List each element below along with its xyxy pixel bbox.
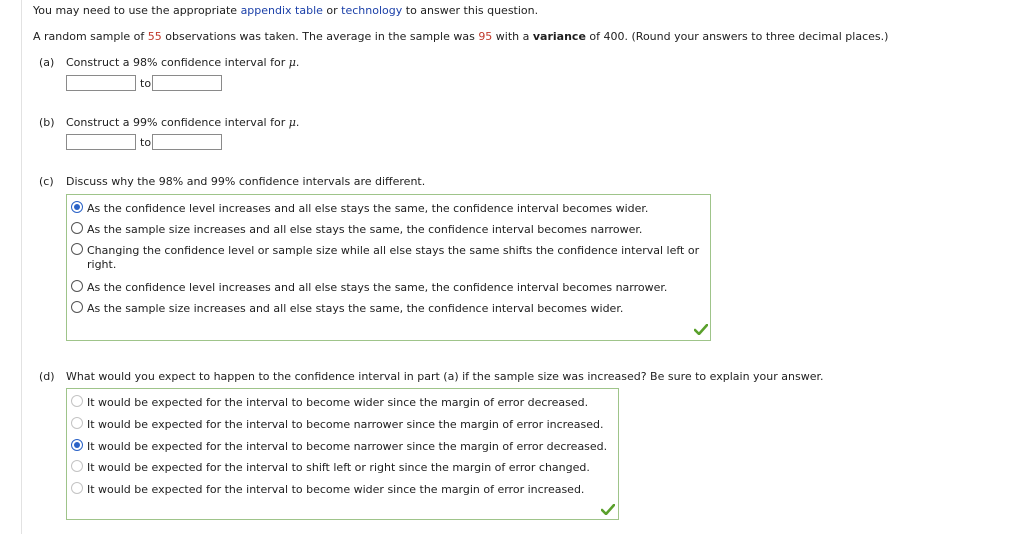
problem-t4: of 400. (Round your answers to three decimal places.) (585, 30, 889, 43)
part-c-answer-box (66, 194, 711, 341)
radio-icon[interactable] (71, 243, 83, 255)
radio-icon[interactable] (71, 482, 83, 494)
part-a-end: . (295, 56, 300, 69)
left-divider (21, 0, 22, 534)
sample-size-value: 55 (147, 30, 162, 43)
intro-text (33, 4, 538, 17)
part-b-upper-input[interactable] (152, 134, 222, 150)
option-text: It would be expected for the interval to become narrower since the margin of error increased. (87, 418, 604, 431)
option-text: As the sample size increases and all else stays the same, the confidence interval becomes narrower. (87, 223, 643, 236)
part-d-question: What would you expect to happen to the confidence interval in part (a) if the sample size was increased? Be sure to explain your answer. (66, 370, 824, 383)
radio-icon[interactable] (71, 280, 83, 292)
appendix-table-link[interactable]: appendix table (240, 4, 323, 17)
option-text: It would be expected for the interval to shift left or right since the margin of error changed. (87, 461, 590, 474)
part-b-to-label: to (140, 136, 152, 149)
correct-check-icon (694, 324, 708, 335)
part-a-text: Construct a 98% confidence interval for (66, 56, 289, 69)
part-d-answer-box (66, 388, 619, 520)
part-c-question: Discuss why the 98% and 99% confidence intervals are different. (66, 175, 426, 188)
mu-symbol: μ (288, 116, 296, 129)
variance-label: variance (532, 30, 586, 43)
option-text-continued: right. (87, 258, 117, 271)
problem-statement (33, 30, 888, 43)
part-d-option-5[interactable] (71, 482, 584, 497)
part-d-option-3[interactable] (71, 439, 607, 454)
part-b-label: (b) (39, 116, 55, 129)
technology-link[interactable]: technology (341, 4, 403, 17)
part-a-question (66, 56, 299, 69)
part-b-end: . (295, 116, 300, 129)
part-a-to-label: to (140, 77, 152, 90)
radio-icon[interactable] (71, 301, 83, 313)
part-c-option-4[interactable] (71, 280, 667, 295)
part-b-text: Construct a 99% confidence interval for (66, 116, 289, 129)
part-a-label: (a) (39, 56, 55, 69)
radio-icon[interactable] (71, 222, 83, 234)
radio-icon[interactable] (71, 460, 83, 472)
part-d-label: (d) (39, 370, 55, 383)
option-text: It would be expected for the interval to become wider since the margin of error decreased. (87, 396, 589, 409)
intro-mid: or (322, 4, 342, 17)
part-d-option-4[interactable] (71, 460, 590, 475)
problem-t1: A random sample of (33, 30, 148, 43)
sample-mean-value: 95 (478, 30, 493, 43)
intro-pre: You may need to use the appropriate (33, 4, 241, 17)
part-d-option-1[interactable] (71, 395, 588, 410)
part-b-lower-input[interactable] (66, 134, 136, 150)
option-text: As the confidence level increases and all else stays the same, the confidence interval becomes wider. (87, 202, 649, 215)
correct-check-icon (601, 504, 615, 515)
part-c-label: (c) (39, 175, 54, 188)
option-text: It would be expected for the interval to become narrower since the margin of error decreased. (87, 440, 608, 453)
option-text: As the sample size increases and all else stays the same, the confidence interval becomes wider. (87, 302, 624, 315)
problem-t3: with a (492, 30, 533, 43)
part-c-option-3[interactable] (71, 243, 699, 258)
part-a-upper-input[interactable] (152, 75, 222, 91)
part-a-lower-input[interactable] (66, 75, 136, 91)
option-text: Changing the confidence level or sample size while all else stays the same shifts the confidence interval left or (87, 244, 700, 257)
radio-icon[interactable] (71, 395, 83, 407)
problem-t2: observations was taken. The average in the sample was (161, 30, 479, 43)
part-c-option-1[interactable] (71, 201, 648, 216)
option-text: It would be expected for the interval to become wider since the margin of error increased. (87, 483, 585, 496)
intro-post: to answer this question. (402, 4, 539, 17)
radio-selected-icon[interactable] (71, 201, 83, 213)
part-c-option-2[interactable] (71, 222, 642, 237)
radio-selected-icon[interactable] (71, 439, 83, 451)
mu-symbol: μ (288, 56, 296, 69)
part-c-option-5[interactable] (71, 301, 623, 316)
option-text: As the confidence level increases and all else stays the same, the confidence interval becomes narrower. (87, 281, 668, 294)
radio-icon[interactable] (71, 417, 83, 429)
part-b-question (66, 116, 299, 129)
part-d-option-2[interactable] (71, 417, 603, 432)
